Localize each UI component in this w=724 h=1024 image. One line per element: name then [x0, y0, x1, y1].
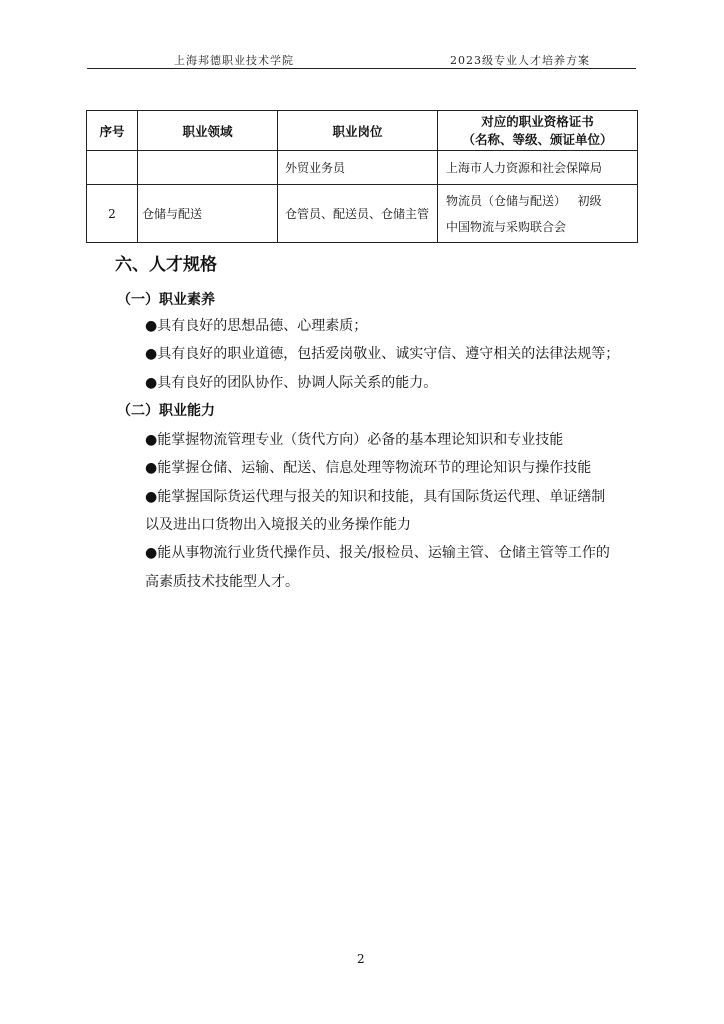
- cell-certificate-line2: 中国物流与采购联合会: [446, 219, 567, 234]
- occupation-certificate-table: [86, 110, 638, 243]
- header-no: 序号: [87, 111, 138, 151]
- header-certificate-line1: 对应的职业资格证书: [481, 113, 594, 129]
- cell-certificate-line1: 上海市人力资源和社会保障局: [446, 161, 603, 175]
- table-row: [87, 185, 638, 243]
- list-item-continuation: 以及进出口货物出入境报关的业务操作能力: [145, 517, 411, 533]
- list-item: ●具有良好的职业道德，包括爱岗敬业、诚实守信、遵守相关的法律法规等；: [145, 346, 620, 362]
- cell-no: [87, 151, 138, 185]
- cell-certificate-line1: 物流员（仓储与配送） 初级: [446, 193, 602, 208]
- header-document-title: 2023级专业人才培养方案: [450, 54, 590, 67]
- cell-no: 2: [87, 185, 138, 243]
- cell-certificate: [438, 185, 638, 243]
- list-item: ●具有良好的思想品德、心理素质；: [145, 318, 368, 334]
- header-school-name: 上海邦德职业技术学院: [174, 54, 294, 67]
- table-header-row: [87, 111, 638, 151]
- table-row: [87, 151, 638, 185]
- list-item: ●具有良好的团队协作、协调人际关系的能力。: [145, 375, 438, 391]
- cell-field: 仓储与配送: [138, 185, 278, 243]
- list-item: ●能掌握国际货运代理与报关的知识和技能，具有国际货运代理、单证缮制: [145, 489, 606, 505]
- header-certificate: [438, 111, 638, 151]
- list-item: ●能掌握仓储、运输、配送、信息处理等物流环节的理论知识与操作技能: [145, 460, 592, 476]
- section-title: 六、人才规格: [115, 255, 217, 275]
- page-number: 2: [357, 952, 365, 966]
- cell-role: 外贸业务员: [278, 151, 438, 185]
- list-item: ●能掌握物流管理专业（货代方向）必备的基本理论知识和专业技能: [145, 432, 564, 448]
- list-item: ●能从事物流行业货代操作员、报关/报检员、运输主管、仓储主管等工作的: [145, 545, 610, 561]
- header-role: 职业岗位: [278, 111, 438, 151]
- cell-role: 仓管员、配送员、仓储主管: [278, 185, 438, 243]
- subsection-title-literacy: （一）职业素养: [117, 292, 215, 308]
- header-certificate-line2: （名称、等级、颁证单位）: [462, 131, 613, 147]
- cell-certificate: [438, 151, 638, 185]
- subsection-title-ability: （二）职业能力: [117, 403, 215, 419]
- header-field: 职业领域: [138, 111, 278, 151]
- header-divider: [87, 68, 636, 69]
- cell-field: [138, 151, 278, 185]
- list-item-continuation: 高素质技术技能型人才。: [145, 574, 299, 590]
